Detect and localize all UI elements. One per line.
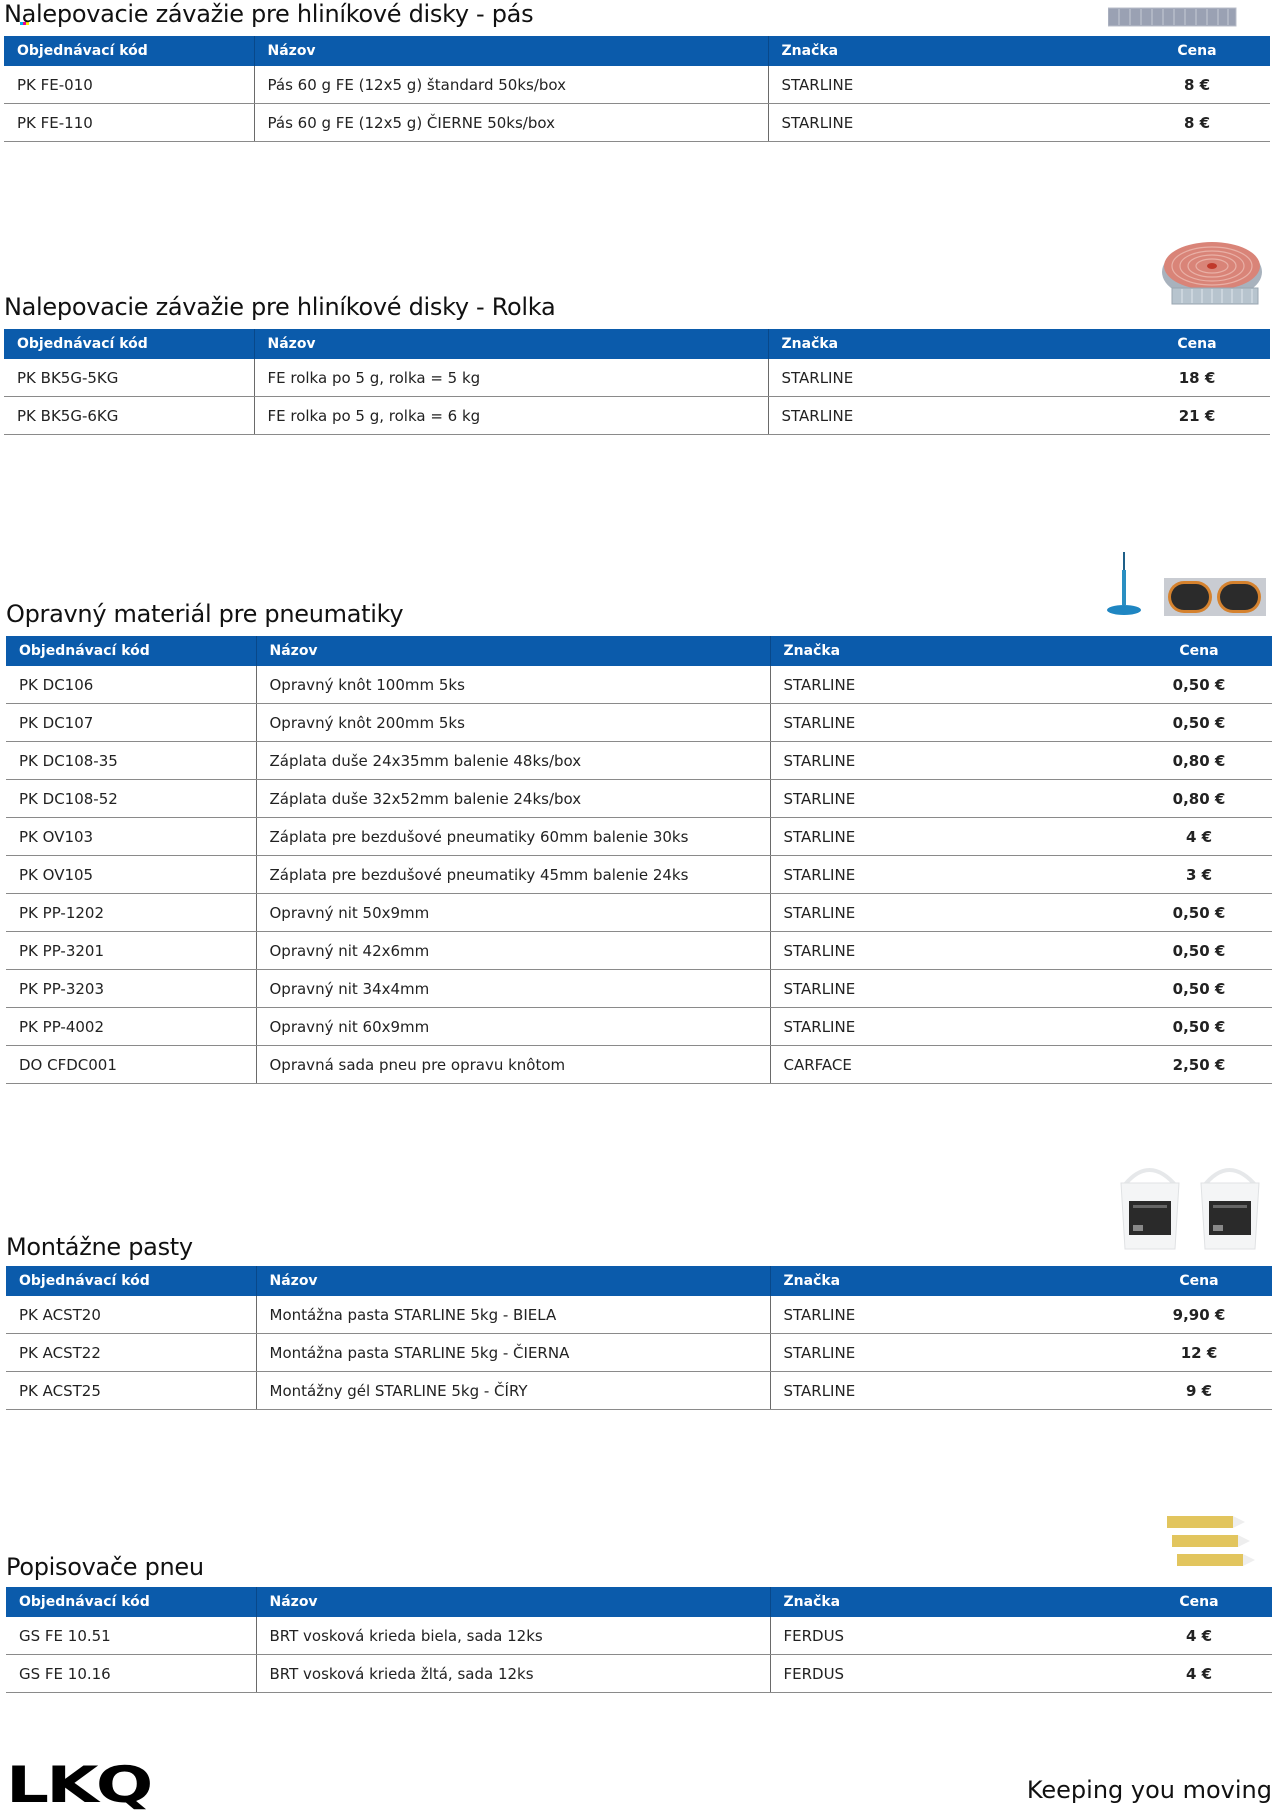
column-header-code: Objednávací kód [4,36,254,66]
product-table [6,636,1272,1084]
order-code-cell: PK DC108-35 [6,742,256,780]
column-header-name: Názov [256,1587,770,1617]
table-row [6,1008,1272,1046]
price-cell: 8 € [1124,104,1270,142]
price-cell: 8 € [1124,66,1270,104]
weight-roll-icon [1158,238,1268,310]
brand-cell: STARLINE [770,818,1126,856]
brand-cell: CARFACE [770,1046,1126,1084]
product-name-cell: Montážna pasta STARLINE 5kg - ČIERNA [256,1334,770,1372]
product-name-cell: BRT vosková krieda biela, sada 12ks [256,1617,770,1655]
order-code-cell: PK DC108-52 [6,780,256,818]
product-name-cell: Pás 60 g FE (12x5 g) ČIERNE 50ks/box [254,104,768,142]
brand-cell: STARLINE [770,1296,1126,1334]
brand-cell: STARLINE [770,666,1126,704]
table-row [6,1655,1272,1693]
section-title: Montážne pasty [6,1233,193,1261]
order-code-cell: PK DC106 [6,666,256,704]
table-row [6,1617,1272,1655]
product-name-cell: Opravná sada pneu pre opravu knôtom [256,1046,770,1084]
order-code-cell: PK OV105 [6,856,256,894]
price-cell: 4 € [1126,1617,1272,1655]
order-code-cell: PK PP-1202 [6,894,256,932]
table-row [6,932,1272,970]
column-header-price: Cena [1126,636,1272,666]
order-code-cell: PK PP-3201 [6,932,256,970]
table-header-row [4,36,1270,66]
price-cell: 18 € [1124,359,1270,397]
product-name-cell: Opravný knôt 100mm 5ks [256,666,770,704]
product-table [6,1266,1272,1410]
product-name-cell: Opravný nit 42x6mm [256,932,770,970]
paste-bucket-icon [1115,1157,1275,1253]
price-cell: 0,50 € [1126,932,1272,970]
order-code-cell: PK OV103 [6,818,256,856]
lkq-logo: LKQ [6,1756,151,1814]
table-row [6,780,1272,818]
price-cell: 9 € [1126,1372,1272,1410]
table-row [6,818,1272,856]
table-row [6,894,1272,932]
column-header-code: Objednávací kód [4,329,254,359]
brand-cell: STARLINE [770,704,1126,742]
price-cell: 0,80 € [1126,780,1272,818]
table-row [6,856,1272,894]
brand-cell: STARLINE [770,1334,1126,1372]
product-name-cell: BRT vosková krieda žltá, sada 12ks [256,1655,770,1693]
column-header-brand: Značka [770,1587,1126,1617]
product-table [6,1587,1272,1693]
price-cell: 0,50 € [1126,704,1272,742]
brand-cell: STARLINE [770,894,1126,932]
column-header-name: Názov [254,36,768,66]
product-name-cell: Opravný nit 60x9mm [256,1008,770,1046]
repair-plug-and-patch-icon [1104,550,1272,620]
section-title: Popisovače pneu [6,1553,204,1581]
product-name-cell: Záplata pre bezdušové pneumatiky 60mm balenie 30ks [256,818,770,856]
table-row [6,1046,1272,1084]
order-code-cell: PK PP-3203 [6,970,256,1008]
table-row [6,704,1272,742]
section-title: Nalepovacie závažie pre hliníkové disky - pás [4,0,534,28]
order-code-cell: GS FE 10.51 [6,1617,256,1655]
column-header-price: Cena [1126,1266,1272,1296]
footer-tagline: Keeping you moving [1026,1776,1272,1804]
price-cell: 4 € [1126,818,1272,856]
order-code-cell: PK BK5G-6KG [4,397,254,435]
brand-cell: STARLINE [770,932,1126,970]
brand-cell: STARLINE [770,1372,1126,1410]
order-code-cell: PK FE-110 [4,104,254,142]
order-code-cell: PK FE-010 [4,66,254,104]
column-header-code: Objednávací kód [6,1266,256,1296]
table-row [4,104,1270,142]
column-header-brand: Značka [768,36,1124,66]
product-name-cell: Opravný nit 50x9mm [256,894,770,932]
product-name-cell: Opravný knôt 200mm 5ks [256,704,770,742]
product-name-cell: FE rolka po 5 g, rolka = 5 kg [254,359,768,397]
table-row [4,397,1270,435]
brand-cell: STARLINE [768,397,1124,435]
order-code-cell: PK DC107 [6,704,256,742]
table-row [4,359,1270,397]
table-header-row [6,1587,1272,1617]
table-header-row [6,1266,1272,1296]
order-code-cell: GS FE 10.16 [6,1655,256,1693]
brand-cell: STARLINE [770,742,1126,780]
column-header-price: Cena [1124,329,1270,359]
column-header-brand: Značka [768,329,1124,359]
column-header-brand: Značka [770,1266,1126,1296]
product-name-cell: Záplata duše 32x52mm balenie 24ks/box [256,780,770,818]
table-row [6,1296,1272,1334]
brand-cell: STARLINE [768,104,1124,142]
order-code-cell: PK ACST20 [6,1296,256,1334]
product-table [4,329,1270,435]
table-row [6,742,1272,780]
order-code-cell: DO CFDC001 [6,1046,256,1084]
product-name-cell: Záplata pre bezdušové pneumatiky 45mm balenie 24ks [256,856,770,894]
brand-cell: STARLINE [770,970,1126,1008]
price-cell: 21 € [1124,397,1270,435]
order-code-cell: PK ACST25 [6,1372,256,1410]
table-header-row [6,636,1272,666]
product-name-cell: Opravný nit 34x4mm [256,970,770,1008]
section-title: Nalepovacie závažie pre hliníkové disky - Rolka [4,293,556,321]
section-title: Opravný materiál pre pneumatiky [6,600,404,628]
table-row [6,666,1272,704]
column-header-code: Objednávací kód [6,636,256,666]
price-cell: 2,50 € [1126,1046,1272,1084]
column-header-price: Cena [1124,36,1270,66]
brand-cell: FERDUS [770,1617,1126,1655]
product-name-cell: Montážna pasta STARLINE 5kg - BIELA [256,1296,770,1334]
brand-cell: FERDUS [770,1655,1126,1693]
price-cell: 9,90 € [1126,1296,1272,1334]
wax-crayon-icon [1165,1513,1265,1571]
price-cell: 0,50 € [1126,894,1272,932]
table-row [6,970,1272,1008]
column-header-brand: Značka [770,636,1126,666]
column-header-name: Názov [254,329,768,359]
order-code-cell: PK ACST22 [6,1334,256,1372]
product-name-cell: Pás 60 g FE (12x5 g) štandard 50ks/box [254,66,768,104]
price-cell: 0,50 € [1126,970,1272,1008]
price-cell: 12 € [1126,1334,1272,1372]
product-name-cell: FE rolka po 5 g, rolka = 6 kg [254,397,768,435]
table-row [6,1334,1272,1372]
table-header-row [4,329,1270,359]
price-cell: 4 € [1126,1655,1272,1693]
product-name-cell: Montážny gél STARLINE 5kg - ČÍRY [256,1372,770,1410]
adhesive-weight-strip-icon [1108,6,1238,28]
brand-cell: STARLINE [770,780,1126,818]
price-cell: 0,80 € [1126,742,1272,780]
brand-cell: STARLINE [768,66,1124,104]
column-header-price: Cena [1126,1587,1272,1617]
product-name-cell: Záplata duše 24x35mm balenie 48ks/box [256,742,770,780]
table-row [6,1372,1272,1410]
order-code-cell: PK BK5G-5KG [4,359,254,397]
brand-cell: STARLINE [770,856,1126,894]
price-cell: 3 € [1126,856,1272,894]
brand-cell: STARLINE [768,359,1124,397]
price-cell: 0,50 € [1126,666,1272,704]
column-header-name: Názov [256,636,770,666]
product-table [4,36,1270,142]
price-cell: 0,50 € [1126,1008,1272,1046]
column-header-name: Názov [256,1266,770,1296]
brand-cell: STARLINE [770,1008,1126,1046]
table-row [4,66,1270,104]
order-code-cell: PK PP-4002 [6,1008,256,1046]
column-header-code: Objednávací kód [6,1587,256,1617]
